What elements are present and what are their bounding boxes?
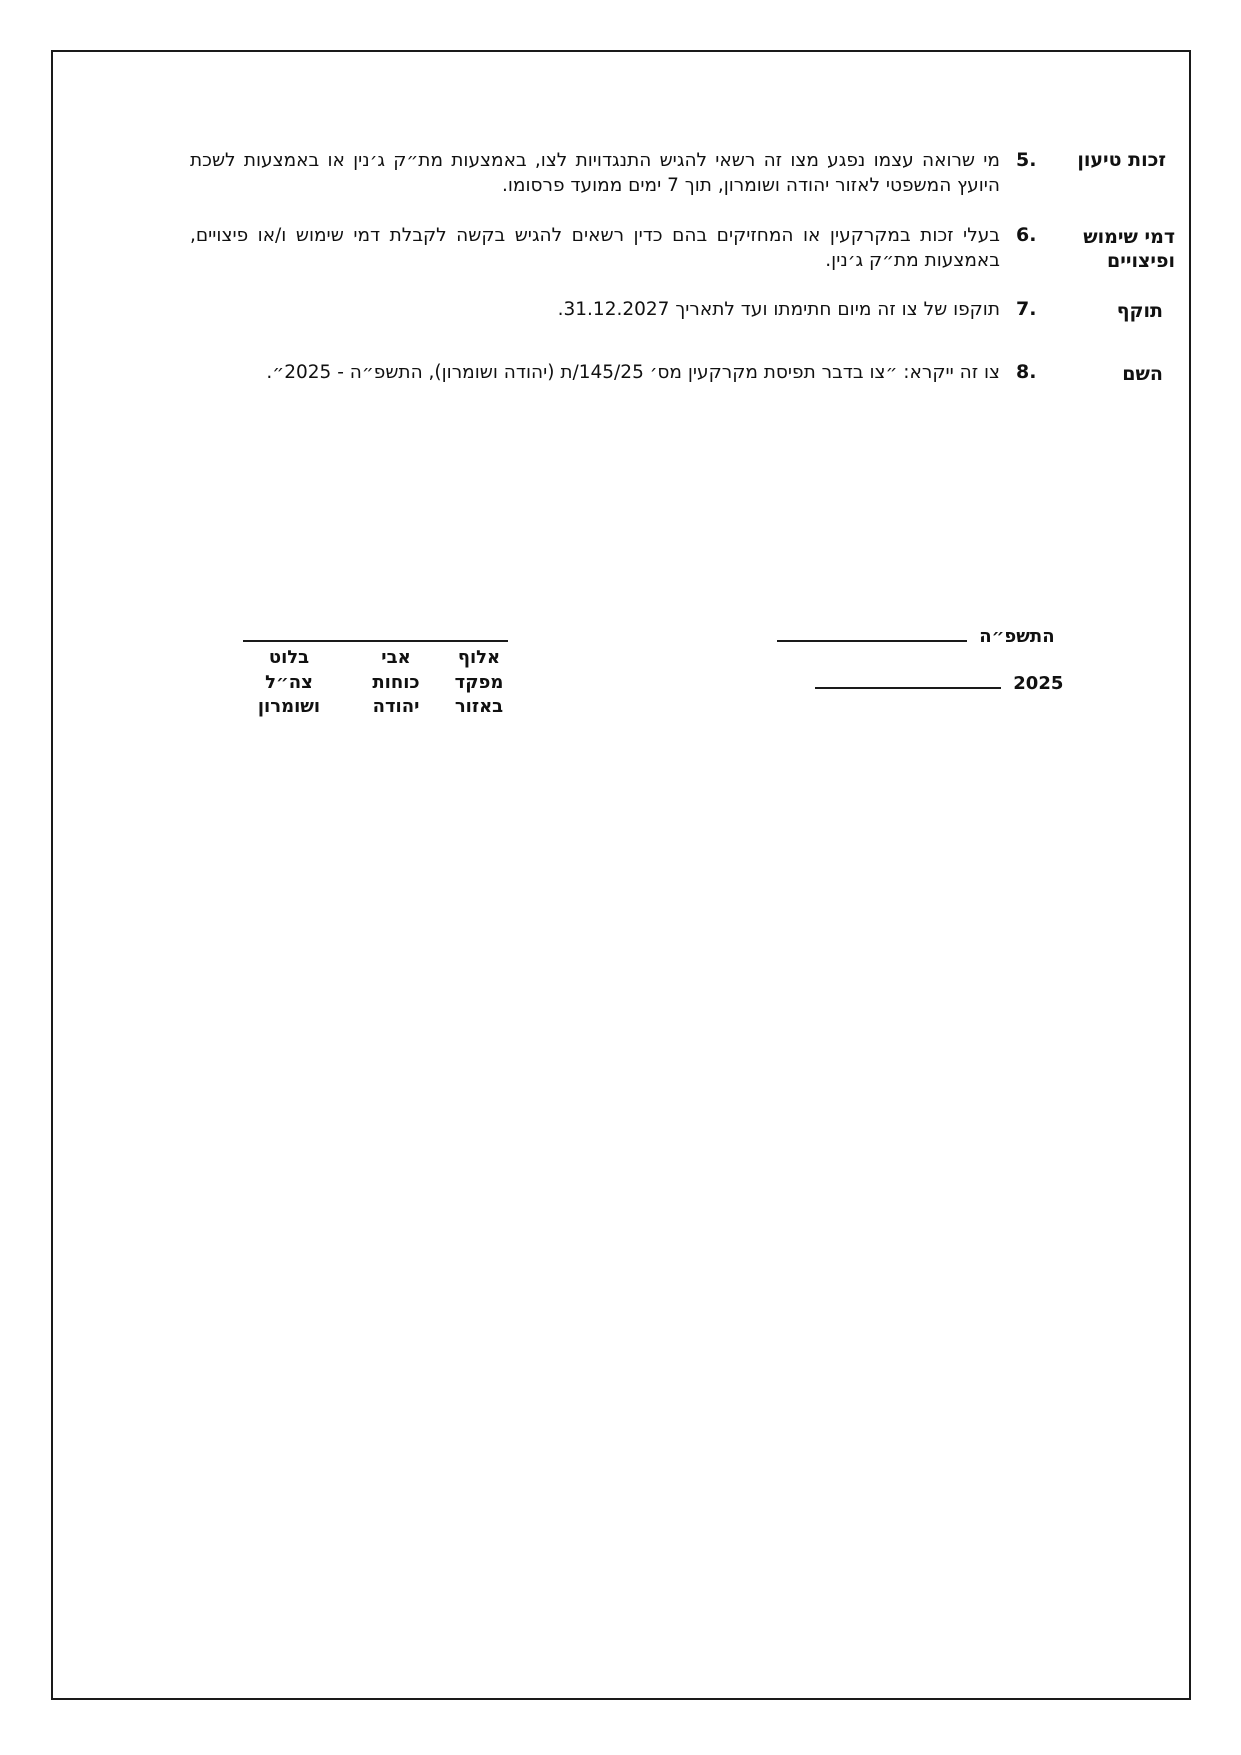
date-blank-line bbox=[815, 687, 1001, 689]
section-number: 5. bbox=[1016, 149, 1037, 171]
section-title: דמי שימוש ופיצויים bbox=[1083, 226, 1175, 272]
signature-word: מפקד bbox=[454, 671, 504, 693]
gregorian-year-label: 2025 bbox=[1013, 673, 1064, 694]
section-number: 6. bbox=[1016, 224, 1037, 246]
section-body: מי שרואה עצמו נפגע מצו זה רשאי להגיש התנגדויות לצו, באמצעות מת״ק ג׳נין או באמצעות לשכת היועץ המשפטי לאזור יהודה ושומרון, תוך 7 ימים ממועד פרסומו. bbox=[190, 150, 1000, 196]
signature-column-middle bbox=[358, 646, 434, 720]
date-blank-line bbox=[777, 640, 967, 642]
signature-column-left bbox=[246, 646, 332, 720]
hebrew-year-label: התשפ״ה bbox=[979, 626, 1055, 647]
section-title: תוקף bbox=[1116, 300, 1163, 322]
signature-word: ושומרון bbox=[257, 696, 321, 717]
gregorian-date-line bbox=[815, 673, 1063, 694]
signature-word: בלוט bbox=[268, 647, 310, 668]
section-number: 7. bbox=[1016, 298, 1037, 320]
signature-word: באזור bbox=[454, 696, 504, 717]
section-body: תוקפו של צו זה מיום חתימתו ועד לתאריך 31.12.2027. bbox=[557, 299, 1000, 320]
signature-word: כוחות bbox=[372, 671, 420, 693]
signature-word: צה״ל bbox=[265, 671, 313, 693]
signature-word: יהודה bbox=[372, 696, 420, 717]
signature-word: אלוף bbox=[457, 647, 501, 668]
section-body: צו זה ייקרא: ״צו בדבר תפיסת מקרקעין מס׳ 145/25/ת (יהודה ושומרון), התשפ״ה - 2025״. bbox=[266, 362, 1000, 383]
section-number: 8. bbox=[1016, 361, 1037, 383]
section-body: בעלי זכות במקרקעין או המחזיקים בהם כדין רשאים להגיש בקשה לקבלת דמי שימוש ו/או פיצויים, באמצעות מת״ק ג׳נין. bbox=[190, 225, 1000, 271]
hebrew-date-line bbox=[777, 626, 1055, 647]
section-title: זכות טיעון bbox=[1077, 149, 1166, 171]
signature-word: אבי bbox=[381, 647, 411, 668]
signature-column-right bbox=[446, 646, 512, 720]
signature-line bbox=[243, 640, 508, 642]
section-title: השם bbox=[1122, 363, 1163, 385]
